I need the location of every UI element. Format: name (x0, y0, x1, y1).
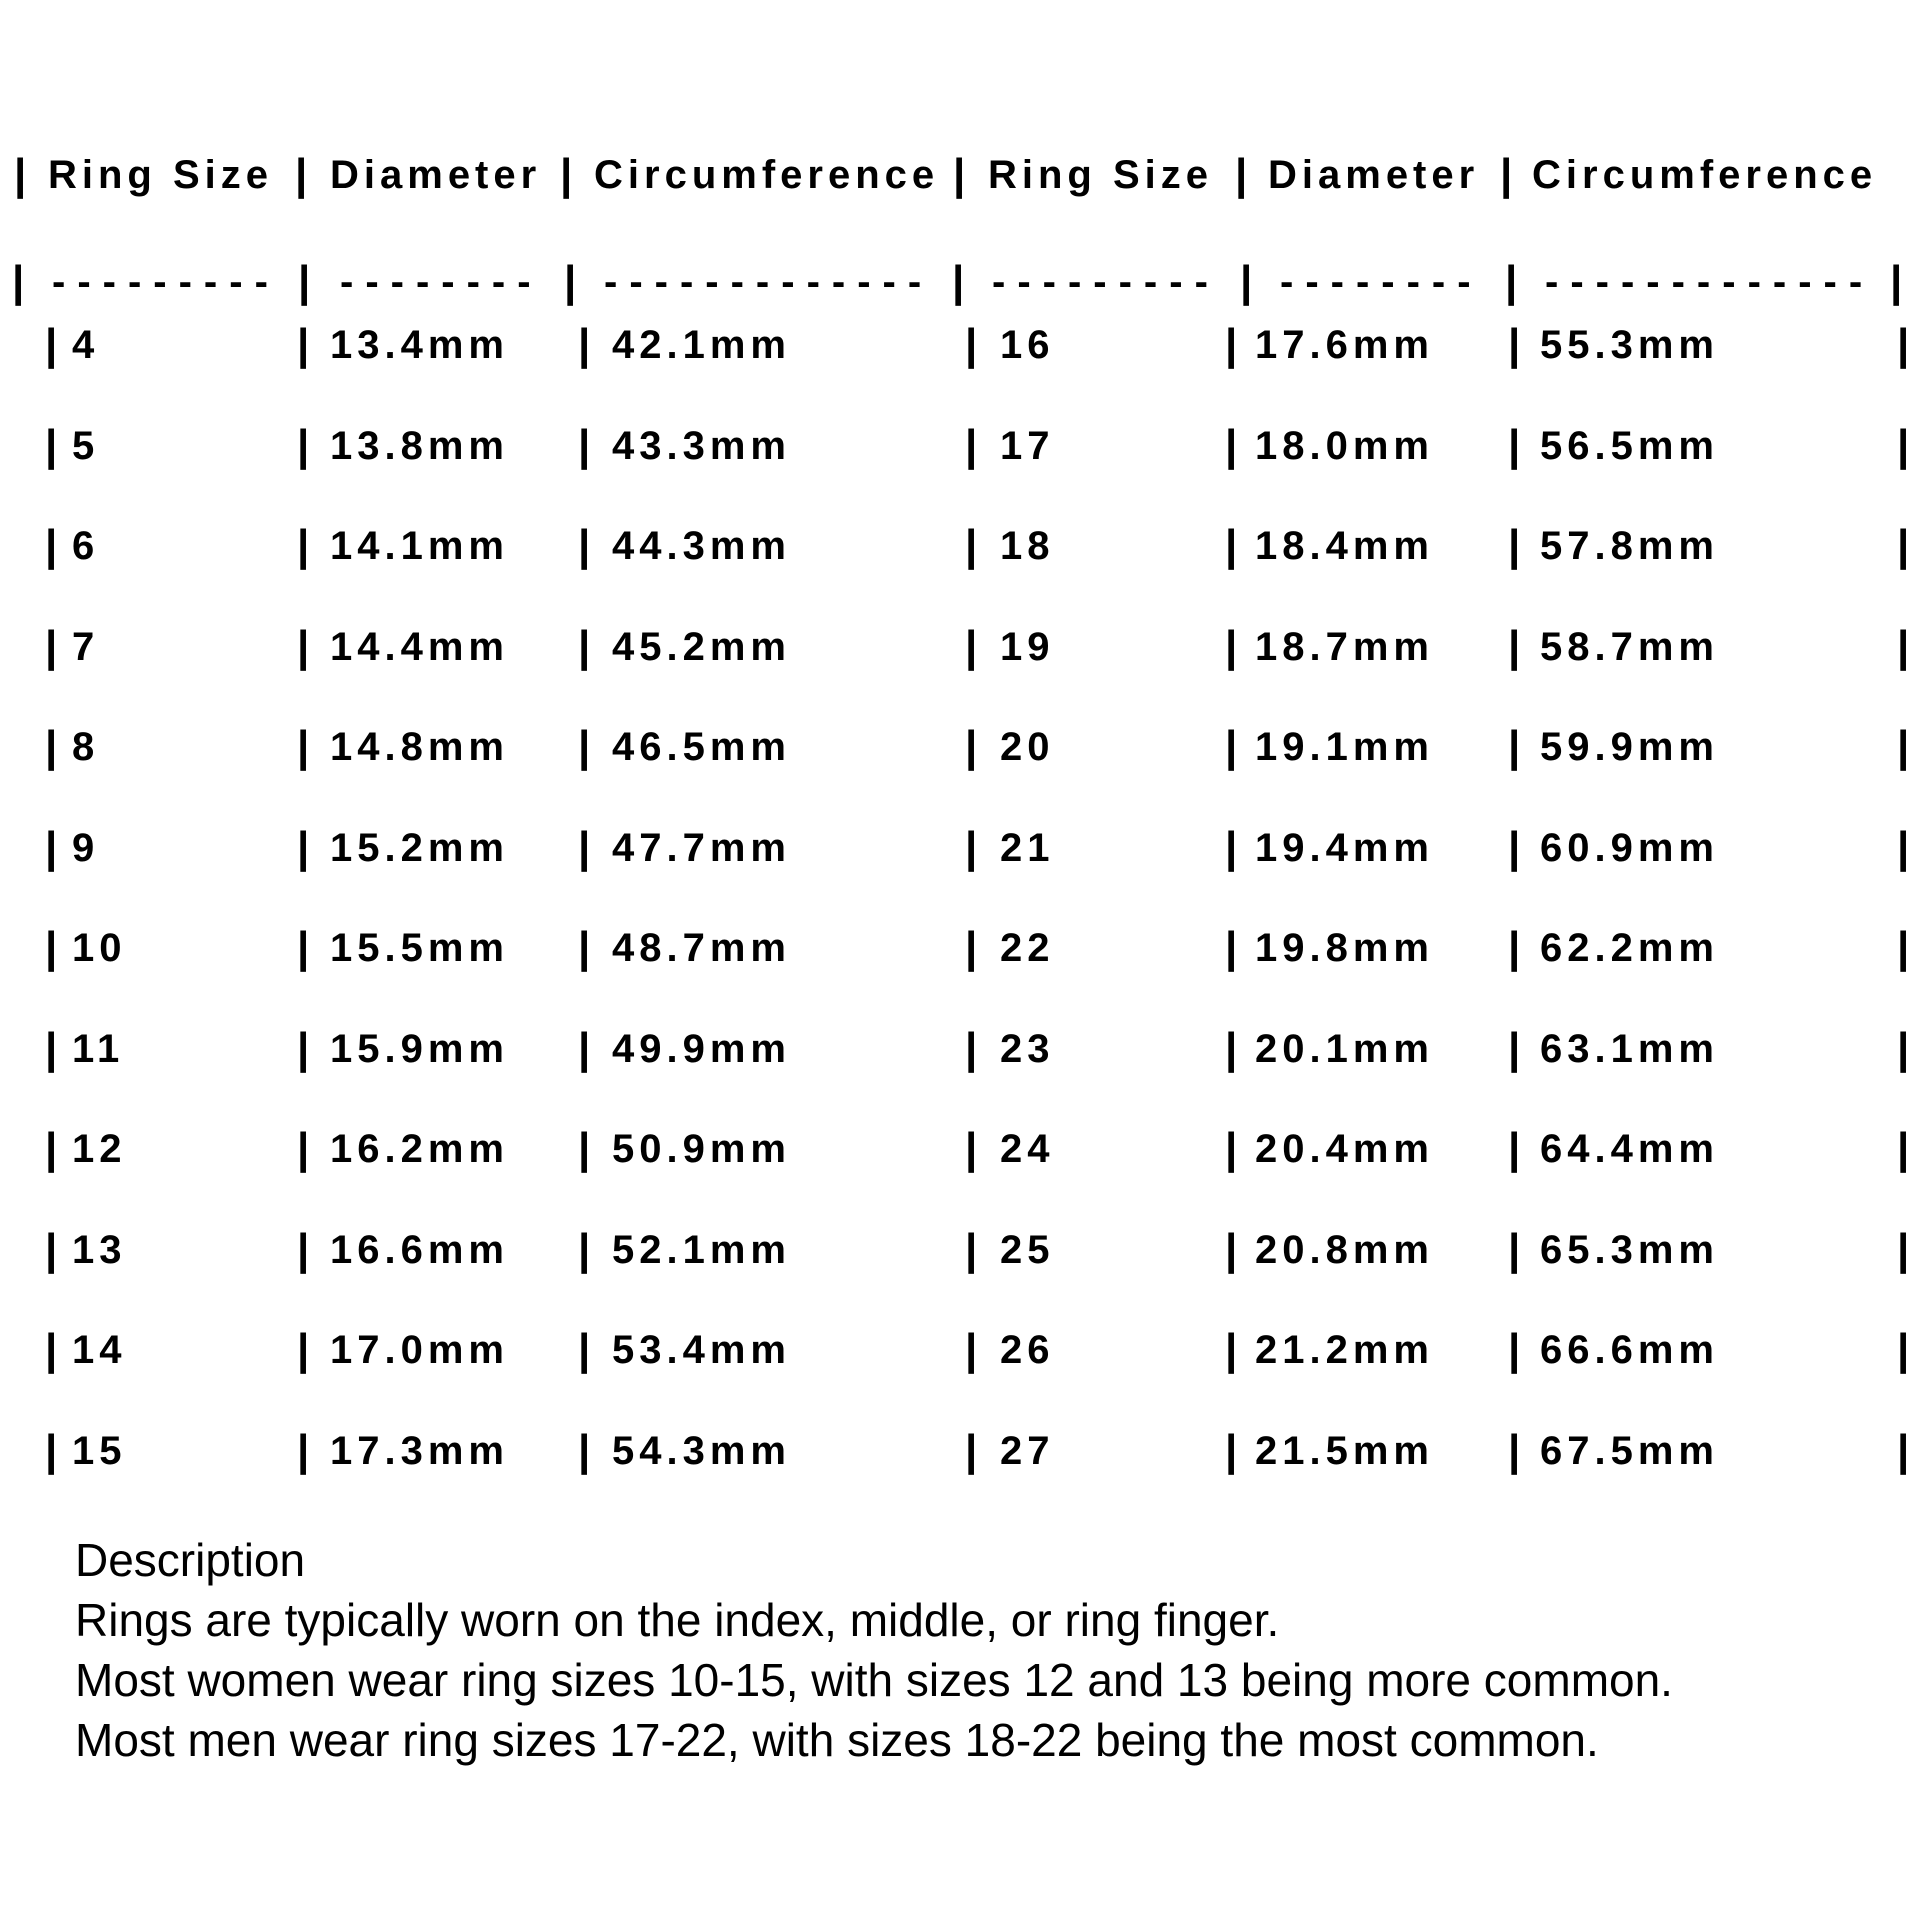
ring-size-cell-2: 21 (1000, 825, 1055, 870)
column-divider: | (1508, 1124, 1521, 1173)
circumference-cell-2: 57.8mm (1540, 524, 1719, 568)
header-ring-size-2: Ring Size (988, 153, 1214, 197)
diameter-cell-2: 18.4mm (1255, 524, 1434, 568)
column-divider: | (578, 1224, 591, 1274)
column-divider: | (1897, 320, 1910, 369)
column-divider: | (965, 320, 978, 369)
column-divider: | (1508, 420, 1521, 470)
circumference-cell-2: 64.4mm (1540, 1127, 1719, 1171)
diameter-cell: 13.4mm (330, 323, 509, 367)
diameter-cell: 14.4mm (330, 624, 509, 669)
circumference-cell: 46.5mm (612, 725, 791, 769)
header-diameter-2: Diameter (1268, 153, 1480, 197)
circumference-cell: 43.3mm (612, 423, 791, 468)
column-divider: | (1225, 1124, 1238, 1173)
separator-dashes: -------- (340, 260, 543, 304)
column-divider: | (1225, 1023, 1238, 1073)
column-divider: | (297, 1124, 310, 1173)
diameter-cell-2: 20.1mm (1255, 1026, 1434, 1071)
circumference-cell: 42.1mm (612, 323, 791, 367)
column-divider: | (578, 1124, 591, 1173)
column-divider: | (965, 1425, 978, 1475)
header-circumference-2: Circumference (1532, 153, 1878, 197)
column-divider: | (578, 420, 591, 470)
column-divider: | (1897, 822, 1910, 872)
ring-size-cell-2: 23 (1000, 1026, 1055, 1071)
table-row (0, 1421, 1920, 1481)
column-divider: | (297, 1425, 310, 1475)
circumference-cell-2: 56.5mm (1540, 423, 1719, 468)
column-divider: | (1225, 923, 1238, 972)
column-divider: | (45, 320, 58, 369)
circumference-cell: 45.2mm (612, 624, 791, 669)
ring-size-cell: 12 (72, 1127, 127, 1171)
table-row (0, 315, 1920, 375)
column-divider: | (295, 150, 308, 199)
ring-size-cell-2: 24 (1000, 1127, 1055, 1171)
column-divider: | (1508, 1023, 1521, 1073)
table-header-row (0, 145, 1920, 205)
column-divider: | (1225, 722, 1238, 771)
column-divider: | (45, 1224, 58, 1274)
column-divider: | (1897, 1023, 1910, 1073)
ring-size-cell-2: 17 (1000, 423, 1055, 468)
ring-size-cell-2: 27 (1000, 1428, 1055, 1473)
ring-size-cell-2: 18 (1000, 524, 1055, 568)
column-divider: | (965, 923, 978, 972)
column-divider: | (952, 257, 965, 306)
diameter-cell-2: 20.8mm (1255, 1227, 1434, 1272)
column-divider: | (965, 822, 978, 872)
diameter-cell-2: 21.5mm (1255, 1428, 1434, 1473)
column-divider: | (578, 722, 591, 771)
ring-size-cell-2: 26 (1000, 1328, 1055, 1372)
column-divider: | (1897, 621, 1910, 671)
table-row (0, 1119, 1920, 1179)
column-divider: | (297, 1325, 310, 1374)
header-circumference: Circumference (594, 153, 940, 197)
circumference-cell-2: 60.9mm (1540, 825, 1719, 870)
ring-size-cell: 14 (72, 1328, 127, 1372)
column-divider: | (1897, 521, 1910, 570)
separator-dashes: --------- (52, 260, 280, 304)
column-divider: | (1508, 1224, 1521, 1274)
column-divider: | (45, 621, 58, 671)
diameter-cell-2: 21.2mm (1255, 1328, 1434, 1372)
column-divider: | (45, 923, 58, 972)
ring-size-cell-2: 19 (1000, 624, 1055, 669)
column-divider: | (578, 1425, 591, 1475)
table-row (0, 918, 1920, 978)
diameter-cell: 16.6mm (330, 1227, 509, 1272)
circumference-cell: 47.7mm (612, 825, 791, 870)
column-divider: | (297, 420, 310, 470)
separator-dashes: ------------- (1545, 260, 1875, 304)
column-divider: | (578, 320, 591, 369)
diameter-cell: 15.2mm (330, 825, 509, 870)
column-divider: | (1897, 1124, 1910, 1173)
column-divider: | (1508, 822, 1521, 872)
column-divider: | (1225, 420, 1238, 470)
circumference-cell: 50.9mm (612, 1127, 791, 1171)
description-line: Most women wear ring sizes 10-15, with sizes 12 and 13 being more common. (75, 1654, 1673, 1706)
diameter-cell: 17.0mm (330, 1328, 509, 1372)
diameter-cell-2: 18.7mm (1255, 624, 1434, 669)
table-separator-row (0, 252, 1920, 312)
column-divider: | (564, 257, 577, 306)
table-row (0, 416, 1920, 476)
column-divider: | (45, 1023, 58, 1073)
column-divider: | (1897, 923, 1910, 972)
column-divider: | (1225, 1325, 1238, 1374)
column-divider: | (1897, 1425, 1910, 1475)
column-divider: | (45, 521, 58, 570)
column-divider: | (1225, 521, 1238, 570)
separator-dashes: -------- (1280, 260, 1483, 304)
column-divider: | (578, 822, 591, 872)
circumference-cell: 54.3mm (612, 1428, 791, 1473)
description-line: Most men wear ring sizes 17-22, with sizes 18-22 being the most common. (75, 1714, 1599, 1766)
column-divider: | (1240, 257, 1253, 306)
diameter-cell-2: 19.1mm (1255, 725, 1434, 769)
column-divider: | (297, 1023, 310, 1073)
circumference-cell: 49.9mm (612, 1026, 791, 1071)
column-divider: | (965, 420, 978, 470)
ring-size-cell: 6 (72, 524, 100, 568)
column-divider: | (1890, 257, 1903, 306)
diameter-cell: 14.8mm (330, 725, 509, 769)
column-divider: | (45, 1124, 58, 1173)
table-row (0, 1019, 1920, 1079)
column-divider: | (1225, 621, 1238, 671)
column-divider: | (578, 621, 591, 671)
column-divider: | (560, 150, 573, 199)
diameter-cell: 15.9mm (330, 1026, 509, 1071)
column-divider: | (578, 1325, 591, 1374)
column-divider: | (965, 521, 978, 570)
description-title: Description (75, 1534, 306, 1586)
column-divider: | (1897, 1325, 1910, 1374)
column-divider: | (1508, 1425, 1521, 1475)
circumference-cell-2: 65.3mm (1540, 1227, 1719, 1272)
table-row (0, 516, 1920, 576)
column-divider: | (12, 257, 25, 306)
column-divider: | (1225, 1224, 1238, 1274)
column-divider: | (1225, 1425, 1238, 1475)
column-divider: | (578, 1023, 591, 1073)
column-divider: | (45, 1325, 58, 1374)
column-divider: | (965, 1023, 978, 1073)
column-divider: | (297, 822, 310, 872)
separator-dashes: ------------- (604, 260, 934, 304)
circumference-cell-2: 67.5mm (1540, 1428, 1719, 1473)
diameter-cell: 14.1mm (330, 524, 509, 568)
diameter-cell: 13.8mm (330, 423, 509, 468)
circumference-cell-2: 63.1mm (1540, 1026, 1719, 1071)
ring-size-cell-2: 22 (1000, 926, 1055, 970)
column-divider: | (1508, 521, 1521, 570)
column-divider: | (45, 1425, 58, 1475)
column-divider: | (298, 257, 311, 306)
ring-size-cell: 15 (72, 1428, 127, 1473)
column-divider: | (965, 621, 978, 671)
column-divider: | (1508, 722, 1521, 771)
column-divider: | (1508, 320, 1521, 369)
column-divider: | (45, 722, 58, 771)
ring-size-cell: 5 (72, 423, 100, 468)
column-divider: | (953, 150, 966, 199)
ring-size-cell: 13 (72, 1227, 127, 1272)
diameter-cell-2: 17.6mm (1255, 323, 1434, 367)
description-section (75, 1530, 1895, 1770)
column-divider: | (578, 521, 591, 570)
table-row (0, 717, 1920, 777)
ring-size-cell: 8 (72, 725, 100, 769)
column-divider: | (14, 150, 27, 199)
separator-dashes: --------- (992, 260, 1220, 304)
column-divider: | (1897, 1224, 1910, 1274)
column-divider: | (965, 1224, 978, 1274)
circumference-cell: 52.1mm (612, 1227, 791, 1272)
column-divider: | (1508, 621, 1521, 671)
column-divider: | (297, 621, 310, 671)
column-divider: | (45, 822, 58, 872)
column-divider: | (297, 923, 310, 972)
column-divider: | (297, 1224, 310, 1274)
circumference-cell-2: 66.6mm (1540, 1328, 1719, 1372)
table-row (0, 617, 1920, 677)
column-divider: | (965, 1325, 978, 1374)
column-divider: | (1897, 420, 1910, 470)
column-divider: | (965, 1124, 978, 1173)
column-divider: | (45, 420, 58, 470)
column-divider: | (297, 320, 310, 369)
header-ring-size: Ring Size (48, 153, 274, 197)
ring-size-cell: 9 (72, 825, 100, 870)
diameter-cell-2: 18.0mm (1255, 423, 1434, 468)
ring-size-cell-2: 20 (1000, 725, 1055, 769)
diameter-cell: 15.5mm (330, 926, 509, 970)
circumference-cell: 53.4mm (612, 1328, 791, 1372)
column-divider: | (1897, 722, 1910, 771)
column-divider: | (1225, 320, 1238, 369)
description-line: Rings are typically worn on the index, middle, or ring finger. (75, 1594, 1280, 1646)
ring-size-cell: 10 (72, 926, 127, 970)
ring-size-cell-2: 25 (1000, 1227, 1055, 1272)
header-diameter: Diameter (330, 153, 542, 197)
column-divider: | (1508, 923, 1521, 972)
circumference-cell: 44.3mm (612, 524, 791, 568)
column-divider: | (965, 722, 978, 771)
circumference-cell-2: 59.9mm (1540, 725, 1719, 769)
circumference-cell-2: 55.3mm (1540, 323, 1719, 367)
column-divider: | (1235, 150, 1248, 199)
column-divider: | (1505, 257, 1518, 306)
table-row (0, 1220, 1920, 1280)
column-divider: | (297, 722, 310, 771)
ring-size-cell-2: 16 (1000, 323, 1055, 367)
column-divider: | (1500, 150, 1513, 199)
ring-size-cell: 11 (72, 1026, 125, 1071)
circumference-cell: 48.7mm (612, 926, 791, 970)
diameter-cell-2: 19.8mm (1255, 926, 1434, 970)
table-row (0, 1320, 1920, 1380)
circumference-cell-2: 62.2mm (1540, 926, 1719, 970)
column-divider: | (1508, 1325, 1521, 1374)
circumference-cell-2: 58.7mm (1540, 624, 1719, 669)
column-divider: | (578, 923, 591, 972)
table-row (0, 818, 1920, 878)
ring-size-cell: 7 (72, 624, 100, 669)
column-divider: | (1225, 822, 1238, 872)
diameter-cell: 16.2mm (330, 1127, 509, 1171)
diameter-cell-2: 19.4mm (1255, 825, 1434, 870)
diameter-cell: 17.3mm (330, 1428, 509, 1473)
ring-size-cell: 4 (72, 323, 100, 367)
column-divider: | (297, 521, 310, 570)
diameter-cell-2: 20.4mm (1255, 1127, 1434, 1171)
